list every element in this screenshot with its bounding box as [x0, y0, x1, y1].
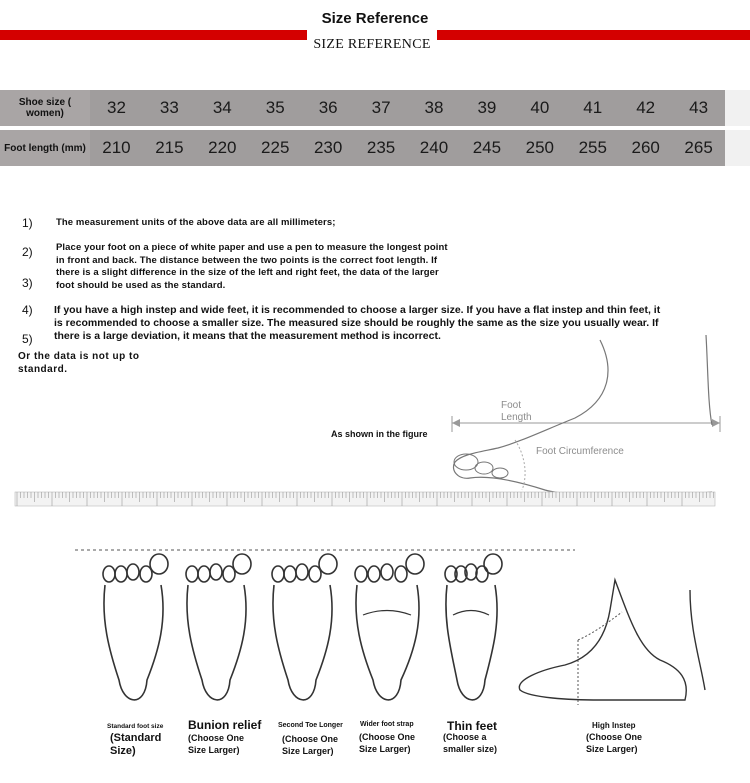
- table-row-end: [725, 130, 750, 166]
- foot-types-illustration: [0, 540, 750, 720]
- foot-type-name: Standard foot size: [107, 723, 164, 730]
- foot-length-cell: 210: [102, 138, 131, 157]
- foot-type-advice: (Choose One Size Larger): [282, 734, 339, 756]
- foot-length-cell: 225: [261, 138, 290, 157]
- shoe-size-label: Shoe size ( women): [0, 90, 90, 126]
- foot-length-row: [90, 130, 725, 166]
- shoe-size-cell: 40: [530, 98, 550, 117]
- foot-type-advice: (Choose One Size Larger): [586, 732, 643, 754]
- foot-length-cell: 240: [419, 138, 449, 157]
- shoe-size-cell: 35: [265, 98, 285, 117]
- foot-type-advice: (Choose One Size Larger): [359, 732, 416, 754]
- foot-length-cell: 250: [525, 138, 555, 157]
- figure-caption: As shown in the figure: [331, 429, 428, 439]
- shoe-size-cell: 38: [424, 98, 444, 117]
- foot-length-cell: 235: [366, 138, 396, 157]
- foot-measure-illustration: [0, 330, 750, 520]
- shoe-size-cell: 32: [107, 98, 126, 117]
- shoe-size-cell: 34: [212, 98, 232, 117]
- foot-length-cell: 255: [578, 138, 607, 157]
- page-subtitle: SIZE REFERENCE: [313, 37, 431, 52]
- foot-type-advice: (Choose a smaller size): [443, 732, 498, 754]
- foot-length-cell: 245: [472, 138, 502, 157]
- table-row-end: [725, 90, 750, 126]
- shoe-size-cell: 39: [477, 98, 497, 117]
- red-banner-left: [0, 30, 307, 40]
- foot-type-name: High Instep: [592, 721, 636, 730]
- shoe-size-cell: 33: [159, 98, 179, 117]
- foot-length-cell: 260: [631, 138, 660, 157]
- foot-type-name: Wider foot strap: [360, 721, 414, 728]
- shoe-size-row: [90, 90, 725, 126]
- note-number: 3): [22, 276, 33, 290]
- shoe-size-cell: 37: [371, 98, 391, 117]
- foot-type-name: Second Toe Longer: [278, 722, 343, 729]
- foot-length-cell: 220: [208, 138, 237, 157]
- note-text: Or the data is not up to standard.: [18, 351, 140, 375]
- foot-type-name: Thin feet: [447, 719, 497, 733]
- page-title: Size Reference: [321, 10, 429, 27]
- shoe-size-cell: 36: [318, 98, 338, 117]
- note-text: If you have a high instep and wide feet, it is recommended to choose a larger size. If you have a flat instep and thin feet, it is recommended to choose a smaller size. The measured size should be roughly the same as the size you usually wear. If there is a large deviation, it means that the measurement method is incorrect.: [54, 304, 661, 342]
- shoe-size-cell: 41: [583, 98, 603, 117]
- note-number: 2): [22, 245, 33, 259]
- note-text: Place your foot on a piece of white paper and use a pen to measure the longest point in front and back. The distance between the two points is the correct foot length. If there is a slight difference in the size of the left and right feet, the data of the larger foot should be used as the standard.: [56, 242, 448, 291]
- foot-circumference-label: Foot Circumference: [536, 446, 624, 457]
- foot-length-cell: 265: [684, 138, 713, 157]
- red-banner-right: [437, 30, 750, 40]
- foot-type-advice: (Standard Size): [110, 732, 162, 757]
- shoe-size-cell: 42: [636, 98, 656, 117]
- foot-type-name: Bunion relief: [188, 718, 262, 732]
- foot-length-cell: 215: [155, 138, 184, 157]
- shoe-size-cell: 43: [689, 98, 709, 117]
- note-number: 1): [22, 216, 33, 230]
- note-number: 4): [22, 303, 33, 317]
- foot-type-advice: (Choose One Size Larger): [188, 733, 245, 755]
- note-number: 5): [22, 332, 33, 346]
- foot-length-label: Foot length (mm): [0, 130, 90, 166]
- note-text: The measurement units of the above data are all millimeters;: [56, 217, 336, 228]
- foot-length-label-figure: Foot Length: [501, 400, 532, 423]
- foot-length-cell: 230: [313, 138, 343, 157]
